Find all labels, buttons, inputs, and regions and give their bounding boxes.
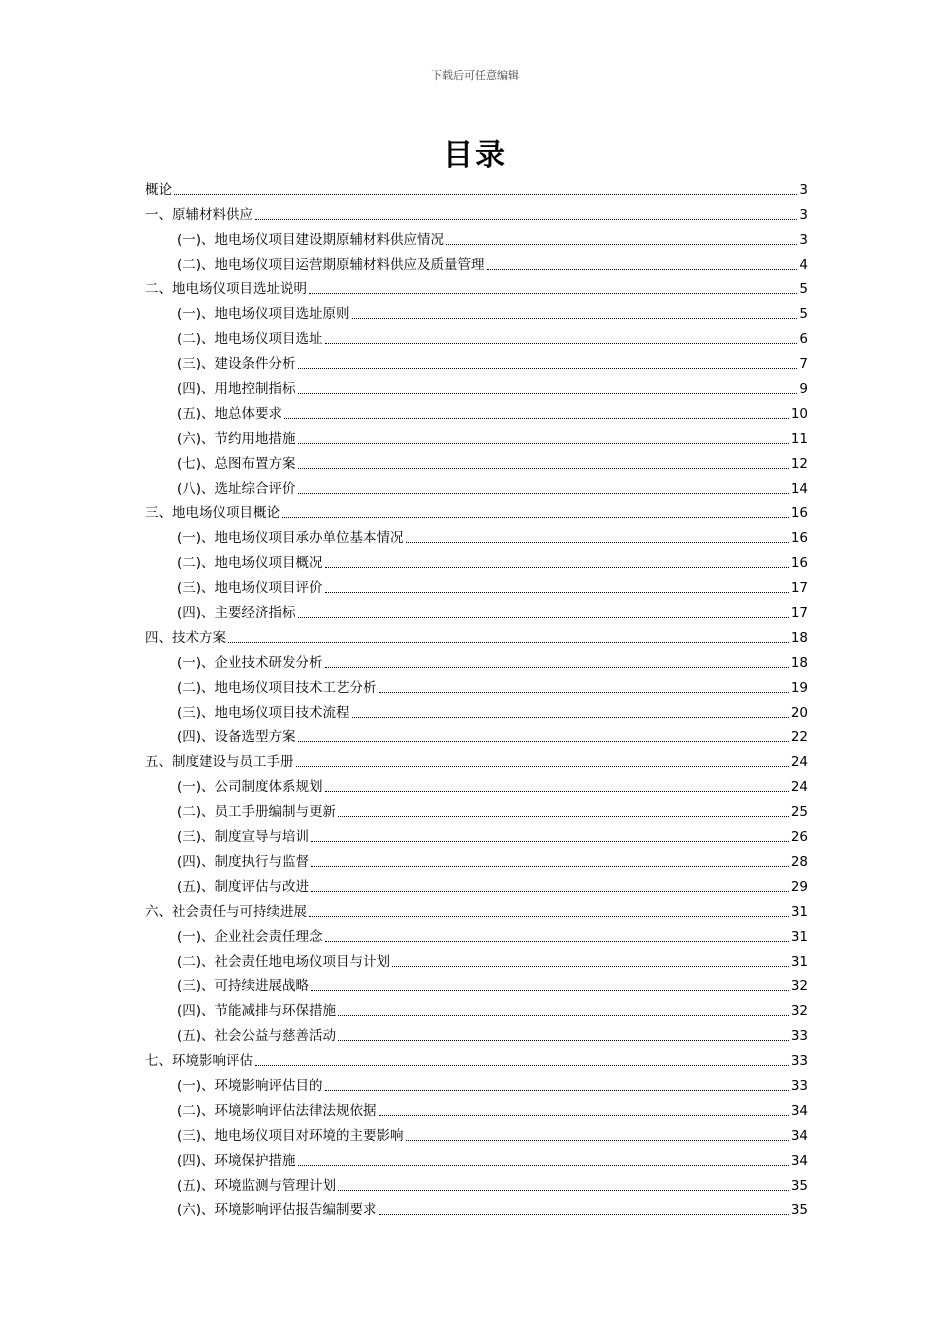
toc-entry[interactable] (145, 796, 808, 821)
toc-leader-dots (379, 1214, 789, 1215)
toc-entry[interactable] (145, 1095, 808, 1120)
toc-entry-label: (三)、可持续进展战略 (177, 978, 310, 995)
toc-entry-label: (五)、社会公益与慈善活动 (177, 1028, 337, 1045)
toc-entry-page: 11 (790, 430, 808, 447)
toc-entry-page: 26 (790, 829, 808, 846)
toc-leader-dots (406, 542, 789, 543)
toc-leader-dots (487, 269, 798, 270)
toc-entry-label: (六)、节约用地措施 (177, 430, 296, 447)
toc-entry[interactable] (145, 946, 808, 971)
toc-entry[interactable] (145, 622, 808, 647)
toc-leader-dots (284, 418, 789, 419)
toc-entry-label: (五)、制度评估与改进 (177, 878, 310, 895)
toc-entry-label: (四)、设备选型方案 (177, 729, 296, 746)
toc-entry-label: (二)、地电场仪项目技术工艺分析 (177, 679, 377, 696)
toc-leader-dots (325, 941, 789, 942)
toc-entry-label: (一)、企业社会责任理念 (177, 928, 323, 945)
toc-leader-dots (392, 966, 789, 967)
toc-entry-page: 31 (790, 928, 808, 945)
toc-entry-page: 9 (799, 381, 808, 398)
toc-entry[interactable] (145, 1120, 808, 1145)
toc-leader-dots (298, 493, 789, 494)
toc-leader-dots (282, 517, 789, 518)
toc-entry[interactable] (145, 1195, 808, 1220)
toc-entry[interactable] (145, 199, 808, 224)
toc-entry-page: 6 (799, 331, 808, 348)
toc-entry-label: 概论 (145, 181, 172, 198)
toc-entry-label: (二)、地电场仪项目运营期原辅材料供应及质量管理 (177, 256, 485, 273)
toc-entry[interactable] (145, 1070, 808, 1095)
toc-entry-label: (三)、地电场仪项目评价 (177, 580, 323, 597)
toc-entry-page: 3 (799, 231, 808, 248)
toc-entry-page: 35 (790, 1202, 808, 1219)
toc-entry-label: 五、制度建设与员工手册 (145, 754, 294, 771)
toc-entry-page: 16 (790, 555, 808, 572)
toc-leader-dots (298, 368, 798, 369)
toc-entry-page: 28 (790, 853, 808, 870)
toc-leader-dots (379, 692, 789, 693)
toc-entry-label: (一)、公司制度体系规划 (177, 779, 323, 796)
toc-leader-dots (255, 1065, 789, 1066)
toc-entry[interactable] (145, 871, 808, 896)
toc-entry-label: (四)、主要经济指标 (177, 605, 296, 622)
toc-leader-dots (325, 667, 789, 668)
toc-entry-page: 20 (790, 704, 808, 721)
toc-leader-dots (352, 717, 789, 718)
toc-entry[interactable] (145, 746, 808, 771)
toc-leader-dots (174, 194, 797, 195)
toc-entry-page: 24 (790, 779, 808, 796)
toc-entry-page: 5 (799, 306, 808, 323)
toc-entry-page: 29 (790, 878, 808, 895)
toc-entry[interactable] (145, 1020, 808, 1045)
toc-entry-page: 33 (790, 1028, 808, 1045)
toc-entry[interactable] (145, 647, 808, 672)
toc-leader-dots (298, 443, 789, 444)
toc-entry-label: (八)、选址综合评价 (177, 480, 296, 497)
toc-leader-dots (325, 567, 789, 568)
toc-entry[interactable] (145, 896, 808, 921)
toc-entry-label: (六)、环境影响评估报告编制要求 (177, 1202, 377, 1219)
toc-entry[interactable] (145, 722, 808, 747)
toc-leader-dots (311, 841, 789, 842)
toc-entry-label: (七)、总图布置方案 (177, 455, 296, 472)
toc-entry-label: (五)、地总体要求 (177, 405, 283, 422)
toc-entry[interactable] (145, 995, 808, 1020)
toc-leader-dots (298, 393, 798, 394)
toc-leader-dots (325, 1090, 789, 1091)
toc-entry-page: 34 (790, 1127, 808, 1144)
toc-entry[interactable] (145, 597, 808, 622)
toc-entry-label: (一)、企业技术研发分析 (177, 654, 323, 671)
toc-entry[interactable] (145, 249, 808, 274)
table-of-contents (145, 174, 808, 1219)
toc-entry[interactable] (145, 672, 808, 697)
toc-entry-label: 一、原辅材料供应 (145, 206, 253, 223)
toc-entry[interactable] (145, 971, 808, 996)
toc-entry-page: 17 (790, 605, 808, 622)
toc-leader-dots (309, 916, 789, 917)
toc-leader-dots (325, 592, 789, 593)
toc-entry-label: (一)、环境影响评估目的 (177, 1077, 323, 1094)
toc-entry-page: 18 (790, 629, 808, 646)
toc-entry-label: 七、环境影响评估 (145, 1053, 253, 1070)
toc-leader-dots (255, 219, 797, 220)
toc-entry[interactable] (145, 298, 808, 323)
toc-entry[interactable] (145, 771, 808, 796)
toc-entry[interactable] (145, 473, 808, 498)
toc-entry-label: 四、技术方案 (145, 629, 226, 646)
toc-entry-page: 25 (790, 804, 808, 821)
toc-entry[interactable] (145, 348, 808, 373)
toc-leader-dots (311, 990, 789, 991)
toc-entry-label: (一)、地电场仪项目选址原则 (177, 306, 350, 323)
toc-leader-dots (379, 1115, 789, 1116)
toc-entry-page: 33 (790, 1053, 808, 1070)
toc-leader-dots (325, 791, 789, 792)
toc-entry-page: 22 (790, 729, 808, 746)
toc-entry-page: 34 (790, 1152, 808, 1169)
toc-entry-page: 3 (799, 181, 808, 198)
toc-entry[interactable] (145, 448, 808, 473)
toc-entry-label: (三)、地电场仪项目对环境的主要影响 (177, 1127, 404, 1144)
toc-leader-dots (228, 642, 789, 643)
toc-leader-dots (298, 741, 789, 742)
toc-entry[interactable] (145, 224, 808, 249)
toc-entry-label: (三)、建设条件分析 (177, 356, 296, 373)
toc-leader-dots (338, 1040, 789, 1041)
toc-leader-dots (298, 1165, 789, 1166)
toc-entry[interactable] (145, 846, 808, 871)
toc-entry[interactable] (145, 1145, 808, 1170)
toc-leader-dots (309, 293, 797, 294)
toc-entry-label: (二)、地电场仪项目选址 (177, 331, 323, 348)
toc-entry[interactable] (145, 522, 808, 547)
toc-entry-page: 35 (790, 1177, 808, 1194)
toc-entry-page: 18 (790, 654, 808, 671)
toc-entry[interactable] (145, 547, 808, 572)
toc-entry-page: 19 (790, 679, 808, 696)
toc-entry[interactable] (145, 572, 808, 597)
toc-leader-dots (338, 1015, 789, 1016)
toc-entry-page: 33 (790, 1077, 808, 1094)
toc-entry[interactable] (145, 821, 808, 846)
toc-entry-page: 32 (790, 1003, 808, 1020)
toc-entry[interactable] (145, 398, 808, 423)
toc-leader-dots (406, 1140, 789, 1141)
toc-entry-label: (四)、用地控制指标 (177, 381, 296, 398)
toc-entry[interactable] (145, 274, 808, 299)
toc-entry-label: (二)、社会责任地电场仪项目与计划 (177, 953, 391, 970)
toc-entry-page: 3 (799, 206, 808, 223)
toc-entry[interactable] (145, 423, 808, 448)
toc-leader-dots (311, 866, 789, 867)
toc-leader-dots (446, 244, 797, 245)
toc-entry-page: 31 (790, 953, 808, 970)
toc-entry-label: (五)、环境监测与管理计划 (177, 1177, 337, 1194)
toc-entry-label: (三)、地电场仪项目技术流程 (177, 704, 350, 721)
toc-entry-label: (四)、环境保护措施 (177, 1152, 296, 1169)
toc-entry[interactable] (145, 174, 808, 199)
toc-entry[interactable] (145, 498, 808, 523)
toc-entry-label: (二)、员工手册编制与更新 (177, 804, 337, 821)
toc-entry-page: 32 (790, 978, 808, 995)
toc-leader-dots (338, 1190, 789, 1191)
toc-entry[interactable] (145, 697, 808, 722)
toc-entry-label: 三、地电场仪项目概论 (145, 505, 280, 522)
toc-entry-page: 12 (790, 455, 808, 472)
toc-entry-label: (一)、地电场仪项目建设期原辅材料供应情况 (177, 231, 445, 248)
toc-entry-label: (四)、节能减排与环保措施 (177, 1003, 337, 1020)
toc-entry[interactable] (145, 1170, 808, 1195)
toc-entry-page: 16 (790, 530, 808, 547)
toc-leader-dots (296, 766, 789, 767)
toc-entry-page: 16 (790, 505, 808, 522)
toc-entry-page: 17 (790, 580, 808, 597)
toc-entry-label: 六、社会责任与可持续进展 (145, 903, 307, 920)
toc-leader-dots (298, 617, 789, 618)
toc-entry[interactable] (145, 323, 808, 348)
toc-entry-page: 5 (799, 281, 808, 298)
toc-entry[interactable] (145, 921, 808, 946)
toc-leader-dots (325, 343, 798, 344)
toc-entry[interactable] (145, 373, 808, 398)
toc-entry-page: 10 (790, 405, 808, 422)
toc-entry-page: 24 (790, 754, 808, 771)
toc-entry-label: (四)、制度执行与监督 (177, 853, 310, 870)
toc-entry-page: 31 (790, 903, 808, 920)
toc-entry-label: (三)、制度宣导与培训 (177, 829, 310, 846)
toc-entry[interactable] (145, 1045, 808, 1070)
toc-leader-dots (338, 816, 789, 817)
toc-entry-label: (二)、环境影响评估法律法规依据 (177, 1102, 377, 1119)
toc-entry-page: 7 (799, 356, 808, 373)
toc-entry-label: 二、地电场仪项目选址说明 (145, 281, 307, 298)
toc-entry-page: 34 (790, 1102, 808, 1119)
toc-leader-dots (298, 468, 789, 469)
toc-entry-page: 14 (790, 480, 808, 497)
page-title: 目录 (443, 138, 507, 173)
toc-leader-dots (352, 318, 798, 319)
toc-leader-dots (311, 891, 789, 892)
page-header: 下载后可任意编辑 (431, 69, 519, 82)
toc-entry-page: 4 (799, 256, 808, 273)
toc-entry-label: (二)、地电场仪项目概况 (177, 555, 323, 572)
toc-entry-label: (一)、地电场仪项目承办单位基本情况 (177, 530, 404, 547)
